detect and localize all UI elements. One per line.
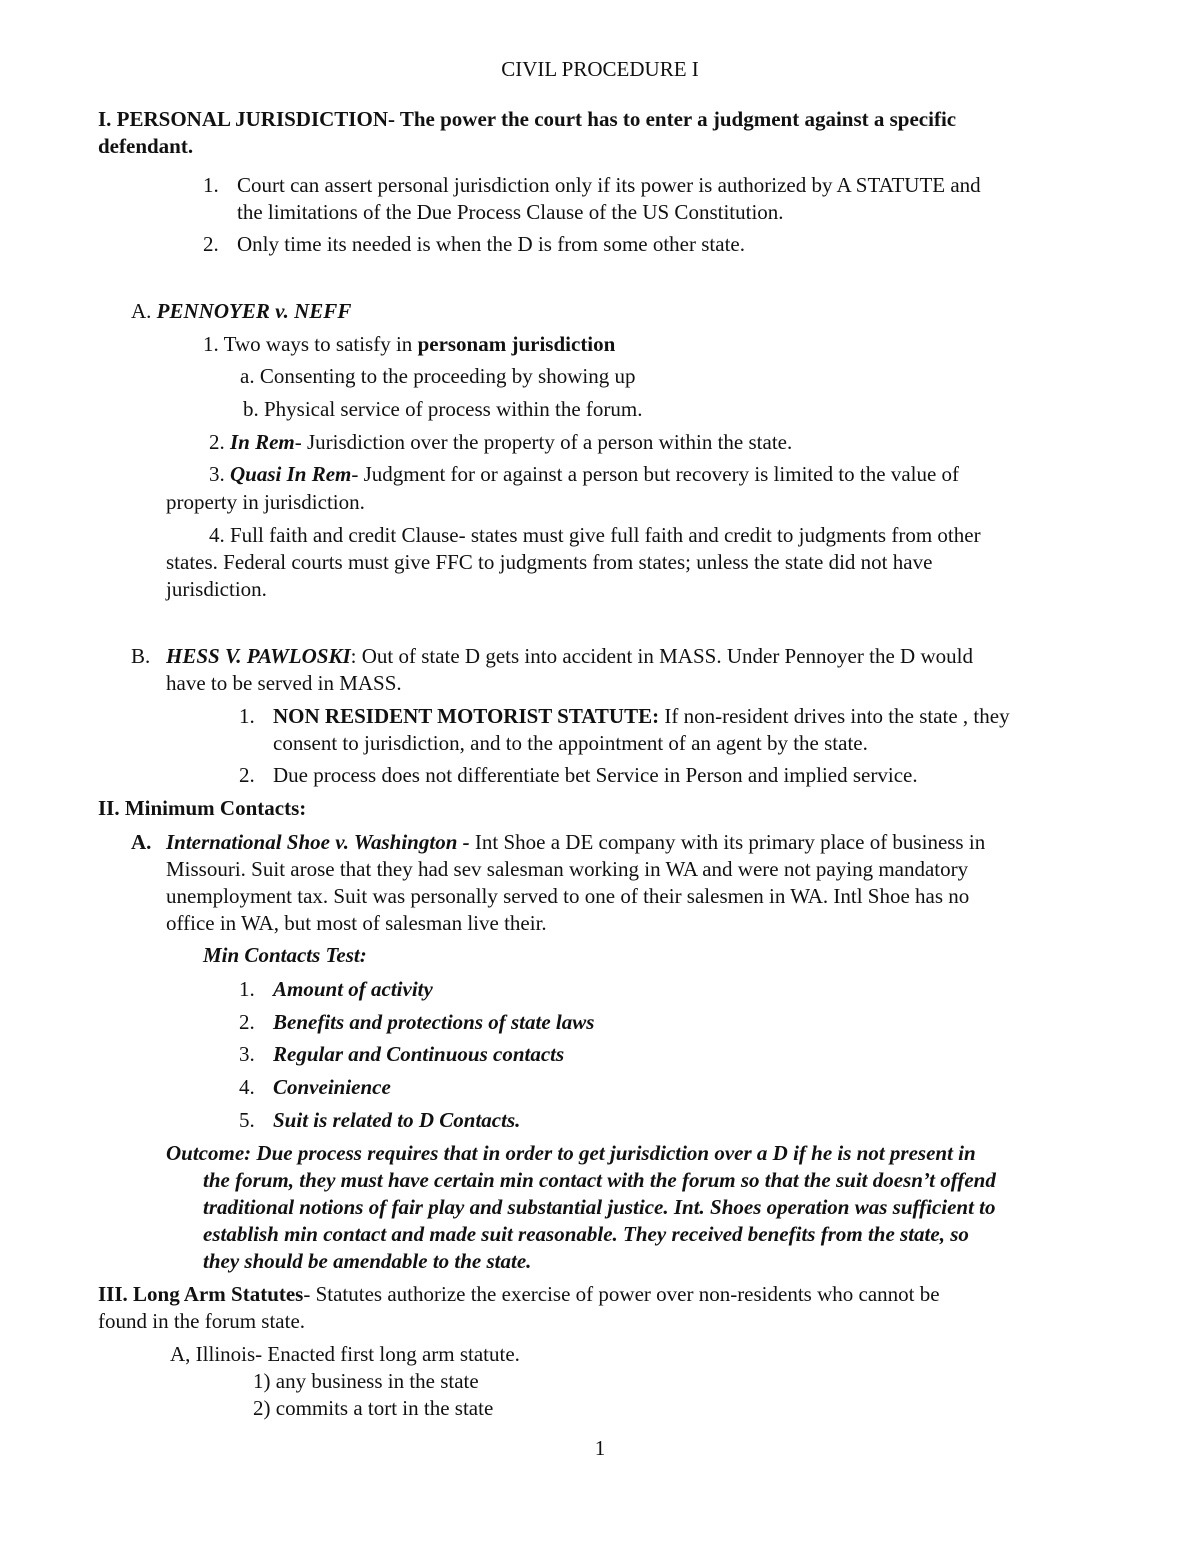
- list-item-text: Court can assert personal jurisdiction only if its power is authorized by A STATUTE and: [237, 173, 981, 197]
- list-number: 2.: [203, 232, 219, 256]
- list-item-text: Only time its needed is when the D is from some other state.: [237, 232, 745, 256]
- case-paragraph: HESS V. PAWLOSKI: Out of state D gets into accident in MASS. Under Pennoyer the D would: [166, 644, 973, 668]
- list-number: 2.: [239, 763, 255, 787]
- outcome-text: they should be amendable to the state.: [203, 1249, 532, 1273]
- term-in-rem: In Rem: [230, 430, 295, 454]
- list-item-text: property in jurisdiction.: [166, 490, 365, 514]
- list-item-text: Due process does not differentiate bet Service in Person and implied service.: [273, 763, 918, 787]
- list-item-text: jurisdiction.: [166, 577, 267, 601]
- min-contacts-heading: Min Contacts Test:: [203, 943, 367, 967]
- section-letter: A. PENNOYER v. NEFF: [131, 299, 352, 323]
- paragraph-text: found in the forum state.: [98, 1309, 306, 1333]
- sub-item-text: a. Consenting to the proceeding by showing up: [240, 364, 636, 388]
- section-letter: B.: [131, 644, 151, 668]
- list-item-text: 2. In Rem- Jurisdiction over the property of a person within the state.: [209, 430, 793, 454]
- list-number: 2.: [239, 1010, 255, 1034]
- list-number: 1.: [239, 977, 255, 1001]
- test-item: Suit is related to D Contacts.: [273, 1108, 521, 1132]
- list-number: 4.: [239, 1075, 255, 1099]
- list-item-text: 1. Two ways to satisfy in personam jurisdiction: [203, 332, 616, 356]
- case-paragraph: unemployment tax. Suit was personally served to one of their salesmen in WA. Intl Shoe has no: [166, 884, 970, 908]
- case-paragraph: have to be served in MASS.: [166, 671, 402, 695]
- test-item: Regular and Continuous contacts: [273, 1042, 565, 1066]
- page-number: 1: [594, 1436, 606, 1460]
- term-motorist-statute: NON RESIDENT MOTORIST STATUTE:: [273, 704, 660, 728]
- test-item: Conveinience: [273, 1075, 391, 1099]
- list-item-text: states. Federal courts must give FFC to judgments from states; unless the state did not have: [166, 550, 933, 574]
- outcome-text: traditional notions of fair play and substantial justice. Int. Shoes operation was sufficient to: [203, 1195, 996, 1219]
- page-title: CIVIL PROCEDURE I: [501, 57, 699, 81]
- sub-item-text: 2) commits a tort in the state: [253, 1396, 494, 1420]
- case-name-intl-shoe: International Shoe v. Washington -: [166, 830, 475, 854]
- heading-long-arm: III. Long Arm Statutes- Statutes authorize the exercise of power over non-residents who cannot be: [98, 1282, 940, 1306]
- case-paragraph: International Shoe v. Washington - Int Shoe a DE company with its primary place of business in: [166, 830, 986, 854]
- test-item: Amount of activity: [273, 977, 433, 1001]
- list-item-text: 3. Quasi In Rem- Judgment for or against a person but recovery is limited to the value of: [209, 462, 960, 486]
- case-name-hess: HESS V. PAWLOSKI: [166, 644, 351, 668]
- sub-item-text: A, Illinois- Enacted first long arm statute.: [170, 1342, 520, 1366]
- outcome-text: the forum, they must have certain min contact with the forum so that the suit doesn’t offend: [203, 1168, 996, 1192]
- outcome-text: establish min contact and made suit reasonable. They received benefits from the state, so: [203, 1222, 969, 1246]
- sub-item-text: b. Physical service of process within the forum.: [243, 397, 643, 421]
- sub-item-text: 1) any business in the state: [253, 1369, 479, 1393]
- outcome-text: Outcome: Due process requires that in order to get jurisdiction over a D if he is not present in: [166, 1141, 976, 1165]
- test-item: Benefits and protections of state laws: [273, 1010, 595, 1034]
- term-personam: personam jurisdiction: [417, 332, 616, 356]
- case-paragraph: Missouri. Suit arose that they had sev salesman working in WA and were not paying mandatory: [166, 857, 969, 881]
- case-name-pennoyer: PENNOYER v. NEFF: [156, 299, 352, 323]
- case-paragraph: office in WA, but most of salesman live their.: [166, 911, 547, 935]
- heading-personal-jurisdiction: I. PERSONAL JURISDICTION- The power the court has to enter a judgment against a specific: [98, 107, 957, 131]
- list-number: 1.: [239, 704, 255, 728]
- list-item-text: NON RESIDENT MOTORIST STATUTE: If non-resident drives into the state , they: [273, 704, 1010, 728]
- list-number: 1.: [203, 173, 219, 197]
- list-item-text: consent to jurisdiction, and to the appointment of an agent by the state.: [273, 731, 868, 755]
- list-item-text: 4. Full faith and credit Clause- states must give full faith and credit to judgments from other: [209, 523, 981, 547]
- term-quasi-in-rem: Quasi In Rem: [230, 462, 352, 486]
- list-item-text: the limitations of the Due Process Clause of the US Constitution.: [237, 200, 784, 224]
- list-number: 5.: [239, 1108, 255, 1132]
- list-number: 3.: [239, 1042, 255, 1066]
- heading-continued: defendant.: [98, 134, 194, 158]
- heading-minimum-contacts: II. Minimum Contacts:: [98, 796, 307, 820]
- section-letter: A.: [131, 830, 152, 854]
